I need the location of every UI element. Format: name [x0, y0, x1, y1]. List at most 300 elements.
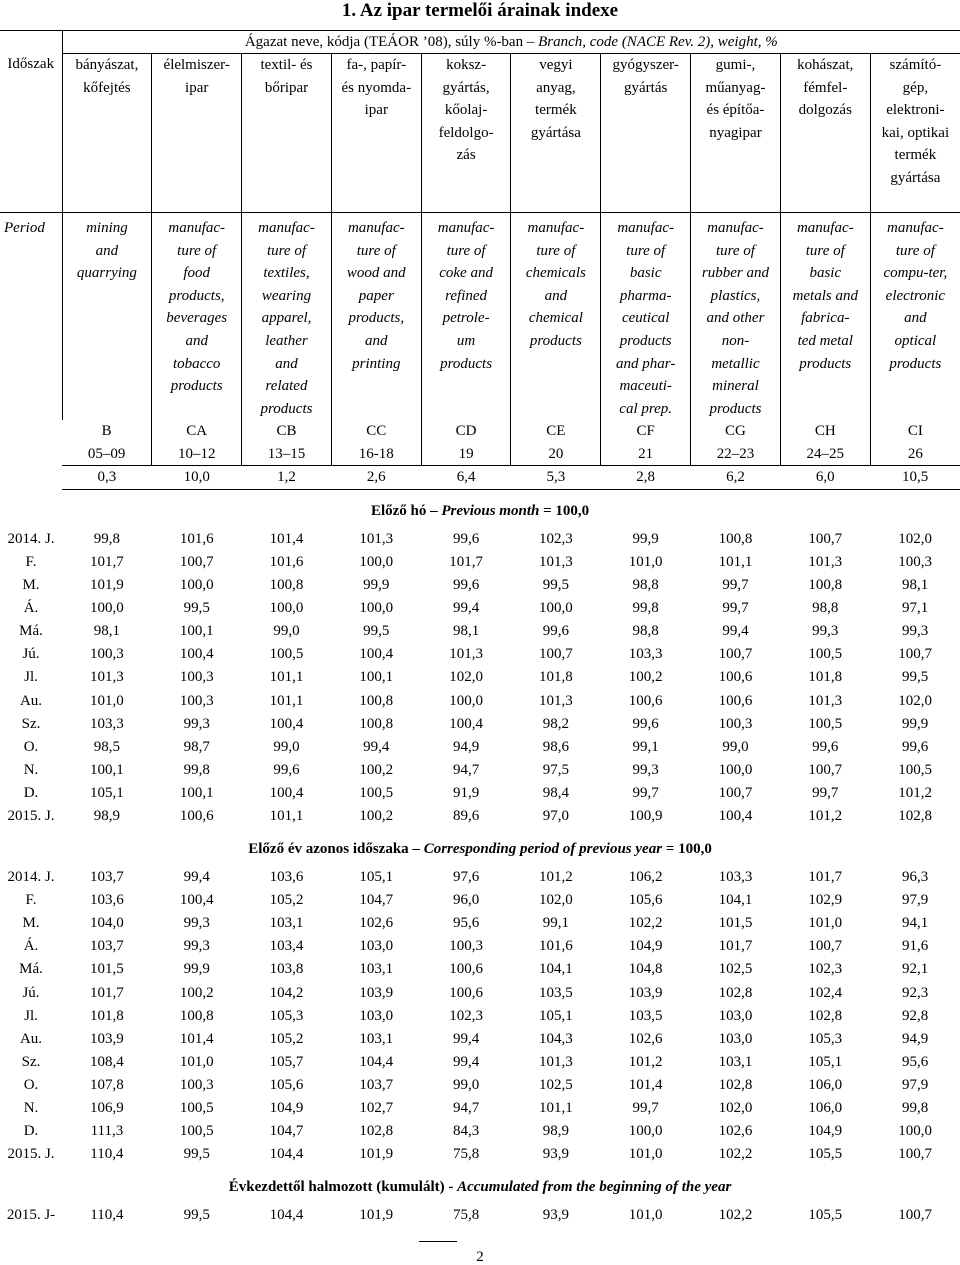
- column-weight: 10,0: [152, 466, 242, 490]
- value-cell: 103,1: [269, 915, 304, 932]
- column-header-en-line: and: [95, 242, 119, 259]
- value-cell: 91,6: [902, 938, 929, 955]
- period-cell: 2015. J.: [7, 1146, 55, 1163]
- value-cell: 102,8: [718, 1076, 753, 1093]
- value-cell: 96,3: [902, 869, 929, 886]
- value-cell: 100,2: [179, 984, 214, 1001]
- value-cell: 100,7: [808, 530, 843, 547]
- column-header-en-line: and: [544, 287, 568, 304]
- value-cell: 102,9: [808, 892, 843, 909]
- value-cell: 102,2: [718, 1207, 753, 1224]
- column-header-en: [780, 213, 870, 421]
- value-cell: 103,9: [628, 984, 663, 1001]
- value-cell: 105,7: [269, 1053, 304, 1070]
- value-cell: 99,4: [722, 623, 749, 640]
- value-cell: 100,7: [179, 553, 214, 570]
- table-row: [0, 666, 960, 689]
- column-code: CA: [152, 420, 242, 443]
- value-cell: 99,4: [183, 869, 210, 886]
- column-header-en-line: manufac-: [796, 220, 854, 236]
- value-cell: 84,3: [452, 1123, 480, 1140]
- code-spacer: [0, 420, 62, 443]
- column-header-en-line: and: [365, 332, 388, 349]
- value-cell: 101,3: [539, 1053, 573, 1070]
- value-cell: 101,6: [179, 530, 214, 547]
- section-title-hu: Előző év azonos időszaka –: [248, 840, 424, 857]
- column-header-hu-line: gyártás,: [442, 79, 490, 96]
- column-weight: 2,8: [601, 466, 691, 490]
- column-header-en-line: chemical: [528, 310, 583, 327]
- column-weight: 10,5: [870, 466, 960, 490]
- value-cell: 100,7: [808, 938, 843, 955]
- table-row: [0, 1074, 960, 1097]
- column-header-en-line: textiles,: [263, 265, 310, 282]
- column-header-hu: [62, 54, 152, 213]
- column-code: B: [101, 423, 112, 440]
- value-cell: 100,4: [359, 646, 394, 663]
- value-cell: 98,8: [812, 600, 839, 617]
- value-cell: 100,3: [718, 715, 753, 732]
- column-nace: 21: [601, 443, 691, 466]
- value-cell: 99,7: [632, 784, 659, 801]
- section-title: [0, 1166, 960, 1204]
- value-cell: 98,9: [93, 807, 121, 824]
- column-header-en-line: products: [619, 332, 672, 349]
- column-header-en-line: apparel,: [261, 310, 312, 327]
- value-cell: 98,7: [183, 738, 210, 755]
- value-cell: 94,9: [902, 1030, 929, 1047]
- column-header-en-line: chemicals: [525, 265, 586, 282]
- value-cell: 101,8: [808, 669, 843, 686]
- column-header-hu: [691, 54, 781, 213]
- column-header-hu-line: gyártása: [530, 124, 581, 141]
- period-cell: Au.: [19, 692, 43, 709]
- column-header-hu-line: nyagipar: [709, 124, 762, 141]
- header-nace-row: [0, 443, 960, 466]
- value-cell: 100,7: [898, 1207, 932, 1224]
- value-cell: 102,0: [898, 530, 932, 547]
- value-cell: 100,6: [628, 692, 663, 709]
- value-cell: 100,1: [179, 784, 214, 801]
- value-cell: 100,3: [179, 692, 214, 709]
- column-header-en-line: printing: [352, 355, 401, 372]
- section-title-hu: Előző hó –: [370, 502, 442, 519]
- value-cell: 100,0: [359, 600, 394, 617]
- period-cell: Sz.: [21, 1053, 41, 1070]
- value-cell: 100,1: [359, 669, 394, 686]
- column-header-hu-line: kai, optikai: [881, 124, 950, 141]
- value-cell: 99,5: [542, 577, 569, 594]
- column-header-en-line: and: [185, 332, 208, 349]
- column-header-hu-line: gyógyszer-: [612, 57, 679, 73]
- column-header-hu-line: dolgozás: [798, 102, 852, 119]
- value-cell: 105,6: [628, 892, 663, 909]
- column-header-en-line: cal prep.: [619, 400, 673, 417]
- column-header-en: [601, 213, 691, 421]
- value-cell: 102,7: [359, 1100, 394, 1116]
- value-cell: 102,4: [808, 984, 843, 1001]
- column-header-hu-line: élelmiszer-: [163, 57, 230, 73]
- value-cell: 100,5: [179, 1123, 214, 1140]
- value-cell: 103,6: [269, 869, 304, 886]
- value-cell: 98,8: [632, 623, 659, 640]
- value-cell: 99,0: [273, 623, 300, 640]
- branch-header: [62, 31, 960, 54]
- value-cell: 105,3: [269, 1007, 304, 1024]
- column-header-en-line: products: [260, 400, 313, 417]
- value-cell: 101,0: [90, 692, 124, 709]
- table-row: [0, 866, 960, 889]
- value-cell: 103,0: [718, 1030, 753, 1047]
- table-row: [0, 1028, 960, 1051]
- header-weight-row: [0, 466, 960, 490]
- column-header-en-line: manufac-: [887, 220, 944, 236]
- period-cell: Jú.: [22, 984, 40, 1001]
- nace-spacer: [0, 443, 62, 466]
- column-header-en-line: products: [709, 400, 762, 417]
- value-cell: 104,4: [359, 1053, 394, 1070]
- value-cell: 99,5: [183, 1146, 210, 1163]
- column-header-en-line: products: [529, 332, 582, 349]
- value-cell: 103,9: [90, 1030, 124, 1047]
- column-header-hu-line: anyag,: [536, 79, 576, 96]
- value-cell: 94,7: [452, 761, 480, 778]
- branch-label-en: Branch, code (NACE Rev. 2), weight, %: [538, 34, 778, 50]
- value-cell: 101,3: [539, 692, 573, 709]
- value-cell: 99,5: [902, 669, 929, 686]
- value-cell: 99,3: [183, 915, 210, 932]
- value-cell: 103,0: [718, 1007, 753, 1024]
- column-header-en-line: pharma-: [619, 287, 672, 304]
- table-row: [0, 1143, 960, 1166]
- value-cell: 101,3: [808, 692, 843, 709]
- table-row: [0, 782, 960, 805]
- value-cell: 103,5: [628, 1007, 663, 1024]
- value-cell: 92,3: [902, 984, 929, 1001]
- value-cell: 98,5: [93, 738, 121, 755]
- value-cell: 103,7: [90, 938, 124, 955]
- column-header-hu-line: ipar: [185, 79, 209, 96]
- value-cell: 75,8: [452, 1146, 480, 1163]
- value-cell: 110,4: [90, 1207, 124, 1224]
- period-cell: Sz.: [21, 715, 41, 732]
- column-header-en-line: and: [904, 310, 927, 327]
- value-cell: 98,8: [632, 577, 659, 594]
- period-cell: Má.: [19, 961, 43, 978]
- column-nace: 26: [870, 443, 960, 466]
- value-cell: 100,8: [179, 1007, 214, 1024]
- value-cell: 75,8: [452, 1207, 480, 1224]
- value-cell: 99,1: [542, 915, 569, 932]
- value-cell: 104,7: [359, 892, 394, 909]
- value-cell: 103,0: [359, 1007, 394, 1024]
- table-row: [0, 597, 960, 620]
- value-cell: 99,8: [93, 530, 121, 547]
- column-weight: 6,2: [691, 466, 781, 490]
- column-header-en-line: mineral: [712, 378, 759, 395]
- period-cell: N.: [23, 761, 39, 778]
- column-header-en-line: basic: [629, 265, 662, 282]
- value-cell: 101,1: [269, 807, 304, 824]
- value-cell: 98,1: [902, 577, 929, 594]
- column-header-en-line: coke and: [439, 265, 493, 282]
- column-header-en-line: manufac-: [347, 220, 405, 236]
- table-row: [0, 982, 960, 1005]
- column-header-hu-line: bányászat,: [75, 57, 139, 73]
- value-cell: 100,0: [179, 577, 214, 594]
- value-cell: 106,9: [90, 1100, 124, 1116]
- column-header-en-line: manufac-: [617, 220, 674, 236]
- value-cell: 103,1: [359, 961, 394, 978]
- column-header-en-line: and: [275, 355, 298, 372]
- value-cell: 99,8: [183, 761, 210, 778]
- column-header-en-line: products,: [348, 310, 405, 327]
- value-cell: 103,1: [359, 1030, 394, 1047]
- value-cell: 108,4: [90, 1053, 124, 1070]
- column-header-en-line: products: [440, 355, 493, 372]
- value-cell: 101,7: [90, 553, 124, 570]
- value-cell: 101,4: [269, 530, 304, 547]
- branch-label-hu: Ágazat neve, kódja (TEÁOR ’08), súly %-ban –: [244, 34, 539, 50]
- value-cell: 99,3: [183, 715, 210, 732]
- column-header-en: [691, 213, 781, 421]
- column-header-hu: [511, 54, 601, 213]
- value-cell: 104,4: [269, 1146, 304, 1163]
- table-row: [0, 620, 960, 643]
- column-header-en-line: ture of: [895, 242, 935, 259]
- value-cell: 101,2: [539, 869, 573, 886]
- value-cell: 100,4: [449, 715, 483, 732]
- value-cell: 99,3: [183, 938, 210, 955]
- column-header-hu-line: fémfel-: [803, 79, 848, 96]
- period-cell: F.: [25, 892, 37, 909]
- period-cell: M.: [22, 577, 40, 594]
- value-cell: 100,4: [179, 646, 214, 663]
- value-cell: 103,3: [90, 715, 124, 732]
- value-cell: 101,0: [179, 1053, 214, 1070]
- value-cell: 96,0: [452, 892, 480, 909]
- column-header-en-line: fabrica-: [801, 310, 850, 327]
- value-cell: 99,6: [632, 715, 659, 732]
- column-weight: 0,3: [62, 466, 152, 490]
- column-header-hu-line: kőolaj-: [444, 102, 488, 119]
- value-cell: 102,0: [718, 1100, 753, 1116]
- column-header-en-line: metals and: [792, 287, 858, 304]
- value-cell: 102,6: [628, 1030, 663, 1047]
- period-cell: M.: [22, 915, 40, 932]
- value-cell: 97,9: [902, 892, 929, 909]
- value-cell: 100,7: [718, 646, 753, 663]
- value-cell: 99,5: [363, 623, 390, 640]
- value-cell: 102,5: [718, 961, 753, 978]
- value-cell: 105,1: [539, 1007, 573, 1024]
- column-header-en: [511, 213, 601, 421]
- table-row: [0, 736, 960, 759]
- value-cell: 101,4: [628, 1076, 663, 1093]
- value-cell: 99,9: [363, 577, 390, 594]
- value-cell: 101,1: [718, 553, 753, 570]
- period-cell: Á.: [23, 938, 39, 955]
- table-row: [0, 1005, 960, 1028]
- value-cell: 107,8: [90, 1076, 124, 1093]
- value-cell: 102,3: [449, 1007, 483, 1024]
- value-cell: 99,9: [902, 715, 929, 732]
- column-header-en: [870, 213, 960, 421]
- value-cell: 97,5: [542, 761, 569, 778]
- value-cell: 104,1: [718, 892, 753, 909]
- value-cell: 99,3: [632, 761, 659, 778]
- value-cell: 101,3: [359, 530, 394, 547]
- value-cell: 100,2: [359, 807, 394, 824]
- value-cell: 100,0: [449, 692, 483, 709]
- value-cell: 99,1: [632, 738, 659, 755]
- value-cell: 103,3: [628, 646, 663, 663]
- value-cell: 101,2: [808, 807, 843, 824]
- value-cell: 100,7: [718, 784, 753, 801]
- value-cell: 104,0: [90, 915, 124, 932]
- column-header-en: [331, 213, 421, 421]
- value-cell: 110,4: [90, 1146, 124, 1163]
- value-cell: 101,7: [90, 984, 124, 1001]
- value-cell: 98,6: [542, 738, 569, 755]
- value-cell: 101,9: [359, 1146, 394, 1163]
- value-cell: 99,0: [452, 1076, 480, 1093]
- column-header-en-line: quarrying: [76, 265, 137, 282]
- column-header-en: [421, 213, 511, 421]
- column-header-en-line: ture of: [805, 242, 845, 259]
- value-cell: 106,0: [808, 1100, 843, 1116]
- column-header-hu-line: gumi-,: [715, 57, 756, 73]
- period-cell: 2014. J.: [7, 530, 55, 547]
- value-cell: 99,4: [452, 1053, 480, 1070]
- column-header-en-line: ture of: [266, 242, 306, 259]
- value-cell: 102,6: [718, 1123, 753, 1140]
- section-title-en: Previous month: [441, 502, 540, 519]
- value-cell: 95,6: [452, 915, 480, 932]
- value-cell: 94,1: [902, 915, 929, 932]
- value-cell: 99,5: [183, 1207, 210, 1224]
- value-cell: 100,8: [808, 577, 843, 594]
- value-cell: 106,2: [628, 869, 663, 886]
- value-cell: 104,1: [539, 961, 573, 978]
- value-cell: 100,8: [359, 715, 394, 732]
- column-header-en-line: ture of: [177, 242, 217, 259]
- section-title-base: = 100,0: [662, 840, 712, 857]
- column-header-hu-line: textil- és: [260, 57, 313, 73]
- column-header-en-line: tobacco: [172, 355, 221, 372]
- column-header-en: [242, 213, 332, 421]
- value-cell: 103,5: [539, 984, 573, 1001]
- value-cell: 100,3: [449, 938, 483, 955]
- table-row: [0, 912, 960, 935]
- column-code: CG: [691, 420, 781, 443]
- column-header-en-line: basic: [809, 265, 842, 282]
- value-cell: 100,0: [898, 1123, 932, 1140]
- value-cell: 100,6: [449, 984, 483, 1001]
- value-cell: 104,9: [269, 1100, 304, 1116]
- value-cell: 100,6: [449, 961, 483, 978]
- value-cell: 104,7: [269, 1123, 304, 1140]
- table-row: [0, 759, 960, 782]
- column-header-en-line: and phar-: [616, 355, 676, 372]
- value-cell: 102,2: [628, 915, 663, 932]
- value-cell: 100,6: [179, 807, 214, 824]
- column-header-hu: [331, 54, 421, 213]
- value-cell: 99,7: [722, 600, 749, 617]
- value-cell: 98,1: [452, 623, 480, 640]
- value-cell: 89,6: [452, 807, 480, 824]
- column-header-en-line: manufac-: [168, 220, 226, 236]
- column-header-hu-line: termék: [535, 102, 577, 119]
- column-header-en-line: wearing: [261, 287, 312, 304]
- value-cell: 100,4: [718, 807, 753, 824]
- value-cell: 102,8: [359, 1123, 394, 1140]
- value-cell: 97,1: [902, 600, 929, 617]
- value-cell: 92,1: [902, 961, 929, 978]
- column-header-hu-line: számító-: [889, 57, 942, 73]
- column-header-hu: [242, 54, 332, 213]
- value-cell: 104,2: [269, 984, 304, 1001]
- column-header-hu: [601, 54, 691, 213]
- value-cell: 100,2: [359, 761, 394, 778]
- column-weight: 6,0: [780, 466, 870, 490]
- value-cell: 100,7: [898, 1146, 932, 1163]
- value-cell: 101,0: [628, 1146, 663, 1163]
- column-header-en-line: paper: [358, 287, 394, 304]
- value-cell: 101,8: [90, 1007, 124, 1024]
- value-cell: 99,0: [273, 738, 300, 755]
- column-header-hu-line: gyártása: [890, 169, 941, 186]
- section-title-row: [0, 489, 960, 528]
- section-title-row: [0, 1166, 960, 1204]
- column-header-hu-line: kohászat,: [797, 57, 854, 73]
- column-weight: 1,2: [242, 466, 332, 490]
- column-header-en-line: wood and: [346, 265, 406, 282]
- value-cell: 100,1: [179, 623, 214, 640]
- column-header-hu-line: zás: [456, 147, 476, 164]
- column-header-en-line: rubber and: [701, 265, 770, 282]
- value-cell: 102,3: [539, 530, 573, 547]
- value-cell: 104,4: [269, 1207, 304, 1224]
- column-header-en: [152, 213, 242, 421]
- value-cell: 100,3: [898, 553, 932, 570]
- column-header-hu-line: feldolgo-: [438, 124, 494, 141]
- table-row: [0, 958, 960, 981]
- value-cell: 102,0: [449, 669, 483, 686]
- value-cell: 100,8: [269, 577, 304, 594]
- period-cell: 2015. J.: [7, 807, 55, 824]
- value-cell: 97,9: [902, 1076, 929, 1093]
- column-code: CE: [511, 420, 601, 443]
- column-nace: 22–23: [691, 443, 781, 466]
- column-weight: 6,4: [421, 466, 511, 490]
- value-cell: 99,0: [722, 738, 749, 755]
- section-title-row: [0, 828, 960, 866]
- value-cell: 100,3: [179, 669, 214, 686]
- value-cell: 100,1: [90, 761, 124, 778]
- column-nace: 24–25: [780, 443, 870, 466]
- value-cell: 100,0: [628, 1123, 663, 1140]
- value-cell: 105,2: [269, 892, 304, 909]
- table-row: [0, 935, 960, 958]
- section-title-hu: Évkezdettől halmozott (kumulált) -: [228, 1179, 458, 1196]
- value-cell: 100,7: [539, 646, 573, 663]
- value-cell: 102,8: [718, 984, 753, 1001]
- column-header-hu-line: és nyomda-: [341, 79, 412, 96]
- value-cell: 100,4: [269, 784, 304, 801]
- value-cell: 100,8: [718, 530, 753, 547]
- value-cell: 100,5: [808, 646, 843, 663]
